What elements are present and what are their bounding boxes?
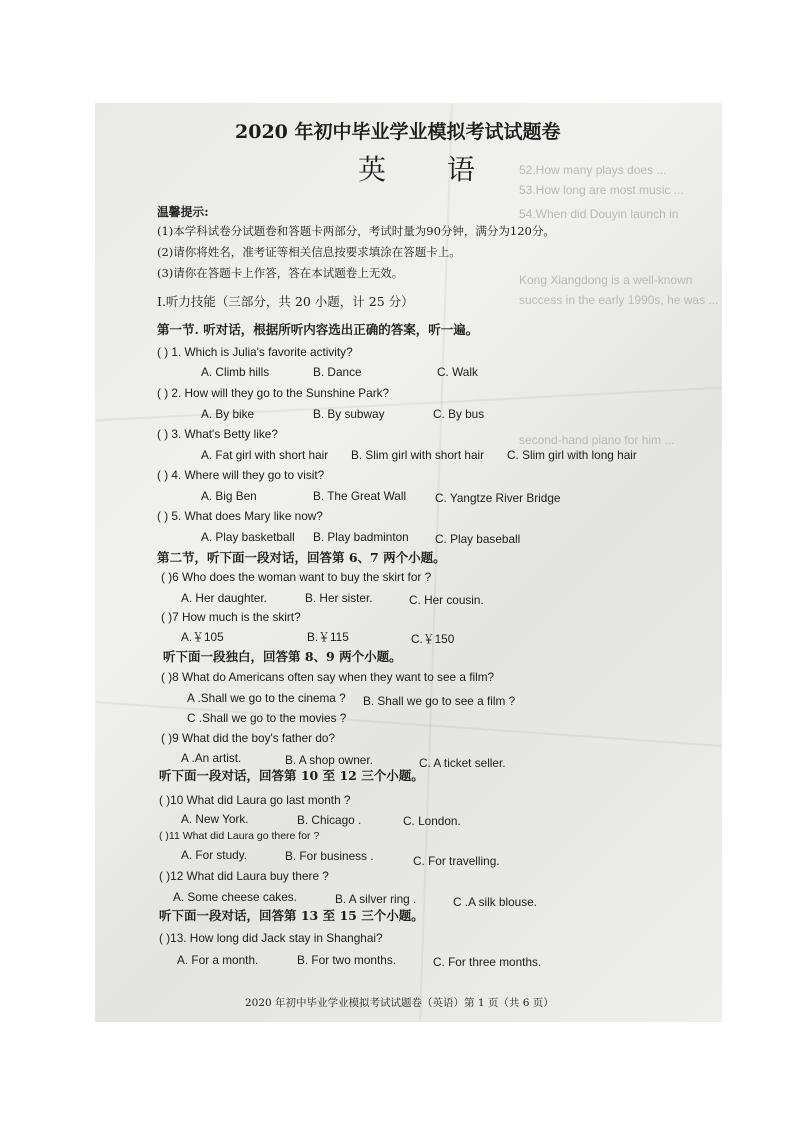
option-b: B. The Great Wall — [313, 489, 407, 503]
option-c: C. London. — [403, 814, 461, 828]
option-c: C. A ticket seller. — [419, 756, 506, 770]
page-footer: 2020 年初中毕业学业模拟考试试题卷（英语）第 1 页（共 6 页） — [245, 997, 554, 1009]
tip-3: (3)请你在答题卡上作答，答在本试题卷上无效。 — [157, 266, 404, 280]
option-a: A. Big Ben — [201, 489, 257, 503]
option-a: A. Fat girl with short hair — [201, 448, 329, 462]
option-a: A. For study. — [181, 848, 247, 862]
option-b: B. For two months. — [297, 953, 396, 967]
option-b: B. Slim girl with short hair — [351, 448, 485, 462]
part-1-title: I.听力技能（三部分，共 20 小题，计 25 分） — [157, 294, 414, 309]
option-c: C. By bus — [433, 407, 485, 421]
question-stem: ( ) 2. How will they go to the Sunshine Park? — [157, 386, 390, 400]
option-c: C .A silk blouse. — [453, 895, 537, 909]
option-c: C. Walk — [437, 365, 478, 379]
option-b: B. A shop owner. — [285, 753, 373, 767]
exam-subject: 英 语 — [358, 153, 501, 186]
option-b: B. By subway — [313, 407, 385, 421]
option-a: A. Some cheese cakes. — [173, 890, 297, 904]
tips-heading: 温馨提示: — [157, 205, 209, 219]
tip-2: (2)请你将姓名，准考证等相关信息按要求填涂在答题卡上。 — [157, 245, 461, 259]
question-stem: ( ) 5. What does Mary like now? — [157, 509, 323, 523]
section-2-title: 第二节，听下面一段对话，回答第 6、7 两个小题。 — [157, 550, 446, 565]
option-a: A .Shall we go to the cinema ? — [187, 691, 346, 705]
option-b: B.￥115 — [307, 630, 349, 644]
option-a: A. For a month. — [177, 953, 259, 967]
option-c: C. For travelling. — [413, 854, 500, 868]
option-c: C. Slim girl with long hair — [507, 448, 637, 462]
question-stem: ( )10 What did Laura go last month ? — [159, 793, 351, 807]
option-a: A. Play basketball — [201, 530, 295, 544]
option-b: B. Shall we go to see a film ? — [363, 694, 516, 708]
question-stem: ( )8 What do Americans often say when they want to see a film? — [161, 670, 495, 684]
question-stem: ( ) 4. Where will they go to visit? — [157, 468, 325, 482]
question-stem: ( ) 3. What's Betty like? — [157, 427, 278, 441]
question-stem: ( )6 Who does the woman want to buy the skirt for ? — [161, 570, 432, 584]
question-stem: ( ) 1. Which is Julia's favorite activity? — [157, 345, 353, 359]
option-a: A. New York. — [181, 812, 249, 826]
option-b: B. For business . — [285, 849, 374, 863]
option-c: C.￥150 — [411, 632, 455, 646]
question-stem: ( )13. How long did Jack stay in Shanghai? — [159, 931, 383, 945]
dialog-10-12-title: 听下面一段对话，回答第 10 至 12 三个小题。 — [159, 768, 424, 783]
option-c: C. Her cousin. — [409, 593, 484, 607]
option-c: C. Yangtze River Bridge — [435, 491, 561, 505]
monologue-8-9-title: 听下面一段独白，回答第 8、9 两个小题。 — [163, 649, 402, 664]
option-a: A. Climb hills — [201, 365, 270, 379]
option-c: C .Shall we go to the movies ? — [187, 711, 347, 725]
option-c: C. For three months. — [433, 955, 542, 969]
option-a: A. Her daughter. — [181, 591, 267, 605]
question-stem: ( )11 What did Laura go there for ? — [159, 830, 320, 842]
question-stem: ( )9 What did the boy's father do? — [161, 731, 336, 745]
section-1-title: 第一节. 听对话，根据所听内容选出正确的答案，听一遍。 — [157, 322, 479, 337]
option-b: B. Her sister. — [305, 591, 373, 605]
exam-title: 2020 年初中毕业学业模拟考试试题卷 — [235, 121, 561, 143]
tip-1: (1)本学科试卷分试题卷和答题卡两部分，考试时量为90分钟，满分为120分。 — [157, 224, 555, 238]
option-b: B. A silver ring . — [335, 892, 417, 906]
option-b: B. Chicago . — [297, 813, 362, 827]
question-stem: ( )7 How much is the skirt? — [161, 610, 301, 624]
option-b: B. Dance — [313, 365, 362, 379]
dialog-13-15-title: 听下面一段对话，回答第 13 至 15 三个小题。 — [159, 908, 424, 923]
option-b: B. Play badminton — [313, 530, 409, 544]
option-a: A. By bike — [201, 407, 255, 421]
option-a: A.￥105 — [181, 630, 224, 644]
exam-paper: 52.How many plays does ... 53.How long are most music ... 54.When did Douyin launch in Kong Xiangdong is a well-known success in the early 1990s, he was ... second-hand piano for him ... 2020 年初中毕业学业模拟考试试题卷 英 语 温馨提示: (1)本学科试卷分试题卷和答题卡两部分，考试时量为90分钟，满分为120分。 (2)请你将姓名，准考证等相关信息按要求填涂在答题卡上。 (3)请你在答题卡上作答，答在本试题卷上无效。 I.听力技能（三部分，共 20 小题，计 25 分） 第一节. 听对话，根据所听内容选出正确的答案，听一遍。 ( ) 1. Which is Julia's favorite activity? A. Climb hills B. Dance C. Walk ( ) 2. How will they go to the Sunshine Park? A. By bike B. By subway C. By bus ( ) 3. What's Betty like? A. Fat girl with short hair B. Slim girl with short hair C. Slim girl with long hair ( ) 4. Where will they go to visit? A. Big Ben B. The Great Wall C. Yangtze River Bridge ( ) 5. What does Mary like now? A. Play basketball B. Play badminton C. Play baseball 第二节，听下面一段对话，回答第 6、7 两个小题。 ( )6 Who does the woman want to buy the skirt for ? A. Her daughter. B. Her sister. C. Her cousin. ( )7 How much is the skirt? A.￥105 B.￥115 C.￥150 听下面一段独白，回答第 8、9 两个小题。 ( )8 What do Americans often say when they want to see a film? A .Shall we go to the cinema ? B. Shall we go to see a film ? C .Shall we go to the movies ? ( )9 What did the boy's father do? A .An artist. B. A shop owner. C. A ticket seller. 听下面一段对话，回答第 10 至 12 三个小题。 ( )10 What did Laura go last month ? A. New York. B. Chicago . C. London. ( )11 What did Laura go there for ? A. For study. B. For business . C. For travelling. ( )12 What did Laura buy there ? A. Some cheese cakes. B. A silver ring . C .A silk blouse. 听下面一段对话，回答第 13 至 15 三个小题。 ( )13. How long did Jack stay in Shanghai? A. For a month. B. For two months. C. For three months. 2020 年初中毕业学业模拟考试试题卷（英语）第 1 页（共 6 页） — [95, 103, 722, 1022]
question-stem: ( )12 What did Laura buy there ? — [159, 869, 329, 883]
option-c: C. Play baseball — [435, 532, 521, 546]
option-a: A .An artist. — [181, 751, 242, 765]
